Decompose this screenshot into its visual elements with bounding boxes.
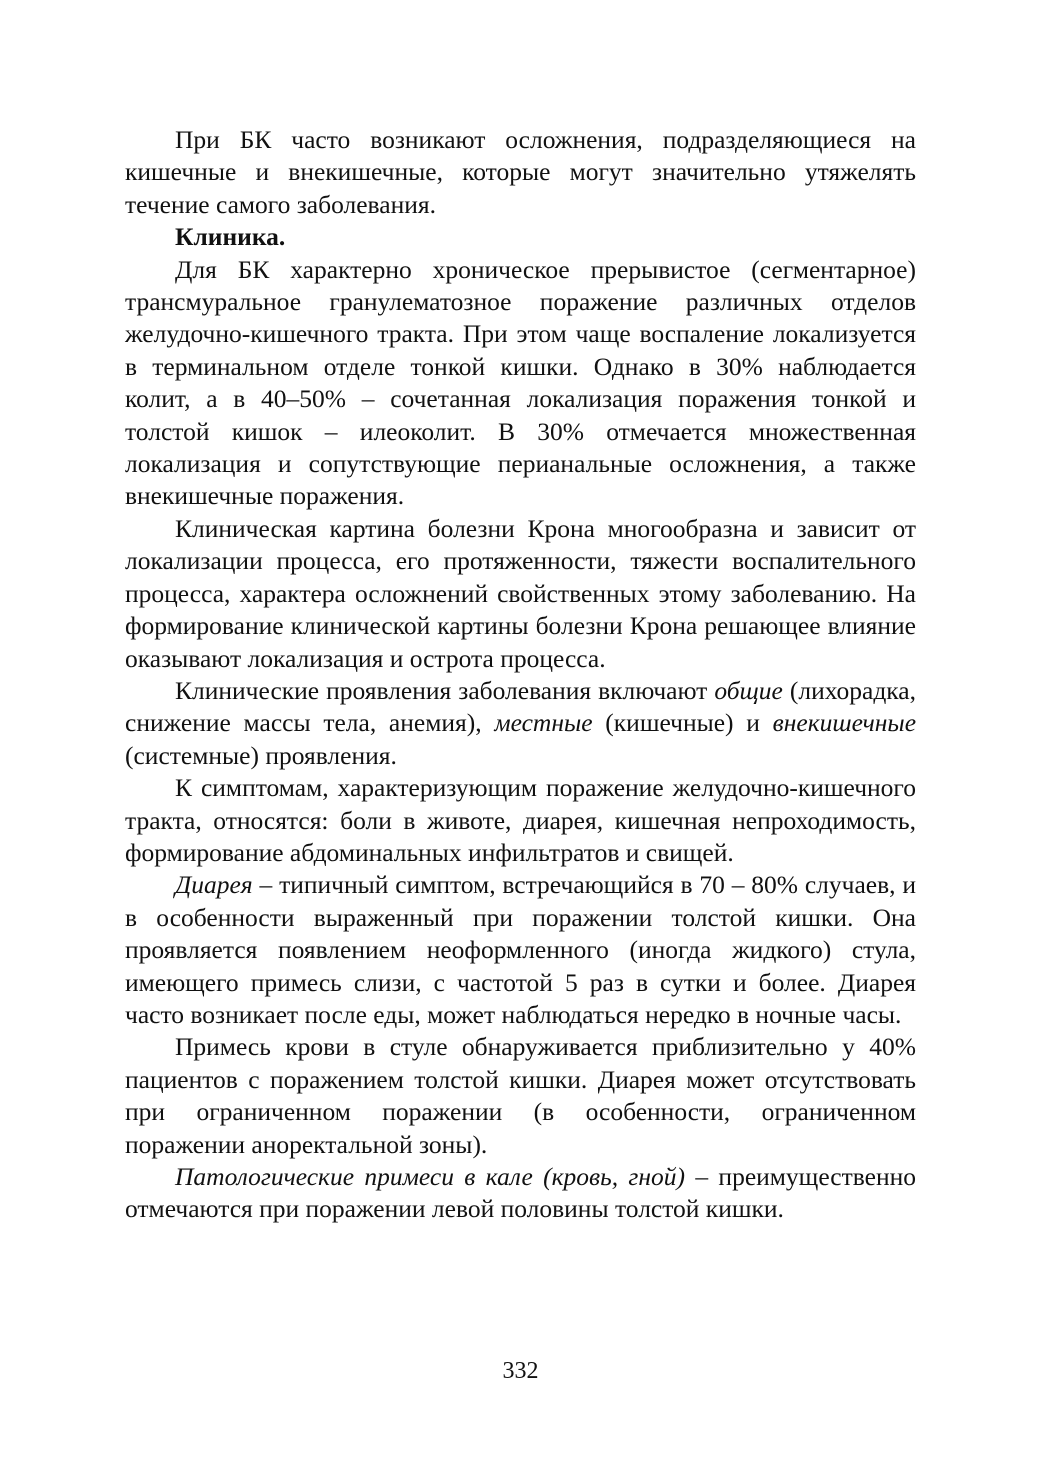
- paragraph-blood: Примесь крови в стуле обнаруживается приблизительно у 40% пациентов с поражением толстой кишки. Диарея может отсутствовать при ограниченном поражении (в особенности, ограниченном поражении аноректальной зоны).: [125, 1032, 916, 1159]
- paragraph-clinical-picture: Клиническая картина болезни Крона многообразна и зависит от локализации процесса, его протяженности, тяжести воспалительного процесса, характера осложнений свойственных этому заболеванию. На формирование клинической картины болезни Крона решающее влияние оказывают локализация и острота процесса.: [125, 513, 916, 673]
- text-run: Клинические проявления заболевания включают: [175, 675, 715, 705]
- text-run: (лихорадка, снижение массы тела, анемия),: [125, 675, 916, 738]
- italic-term-local: местные: [494, 708, 593, 738]
- paragraph-gi-symptoms: К симптомам, характеризующим поражение желудочно-кишечного тракта, относятся: боли в животе, диарея, кишечная непроходимость, формирование абдоминальных инфильтратов и свищей.: [125, 773, 916, 867]
- page-body: [125, 124, 916, 1226]
- page-number: 332: [502, 1358, 539, 1384]
- paragraph-manifestations: [125, 675, 916, 772]
- paragraph-pathological-admixtures: [125, 1161, 916, 1226]
- section-heading-clinic: Клиника.: [175, 222, 286, 252]
- italic-term-admixtures: Патологические примеси в кале (кровь, гной): [175, 1162, 686, 1191]
- paragraph-diarrhea: [125, 869, 916, 1031]
- italic-term-extraintestinal: внекишечные: [772, 708, 917, 738]
- text-run: – типичный симптом, встречающийся в 70 – 80% случаев, и в особенности выраженный при поражении толстой кишки. Она проявляется появлением неоформленного (иногда жидкого) стула, имеющего примесь слизи, с частотой 5 раз в сутки и более. Диарея часто возникает после еды, может наблюдаться нередко в ночные часы.: [125, 870, 916, 1029]
- text-run: (системные) проявления.: [125, 740, 397, 770]
- text-run: (кишечные) и: [592, 708, 773, 738]
- italic-term-diarrhea: Диарея: [175, 870, 253, 900]
- italic-term-general: общие: [714, 675, 783, 705]
- paragraph-complications: При БК часто возникают осложнения, подразделяющиеся на кишечные и внекишечные, которые могут значительно утяжелять течение самого заболевания.: [125, 125, 916, 219]
- paragraph-localization: Для БК характерно хроническое прерывистое (сегментарное) трансмуральное гранулематозное поражение различных отделов желудочно-кишечного тракта. При этом чаще воспаление локализуется в терминальном отделе тонкой кишки. Однако в 30% наблюдается колит, а в 40–50% – сочетанная локализация поражения тонкой и толстой кишок – илеоколит. В 30% отмечается множественная локализация и сопутствующие перианальные осложнения, а также внекишечные поражения.: [125, 254, 916, 511]
- text-run: – преимущественно отмечаются при поражении левой половины толстой кишки.: [125, 1162, 916, 1224]
